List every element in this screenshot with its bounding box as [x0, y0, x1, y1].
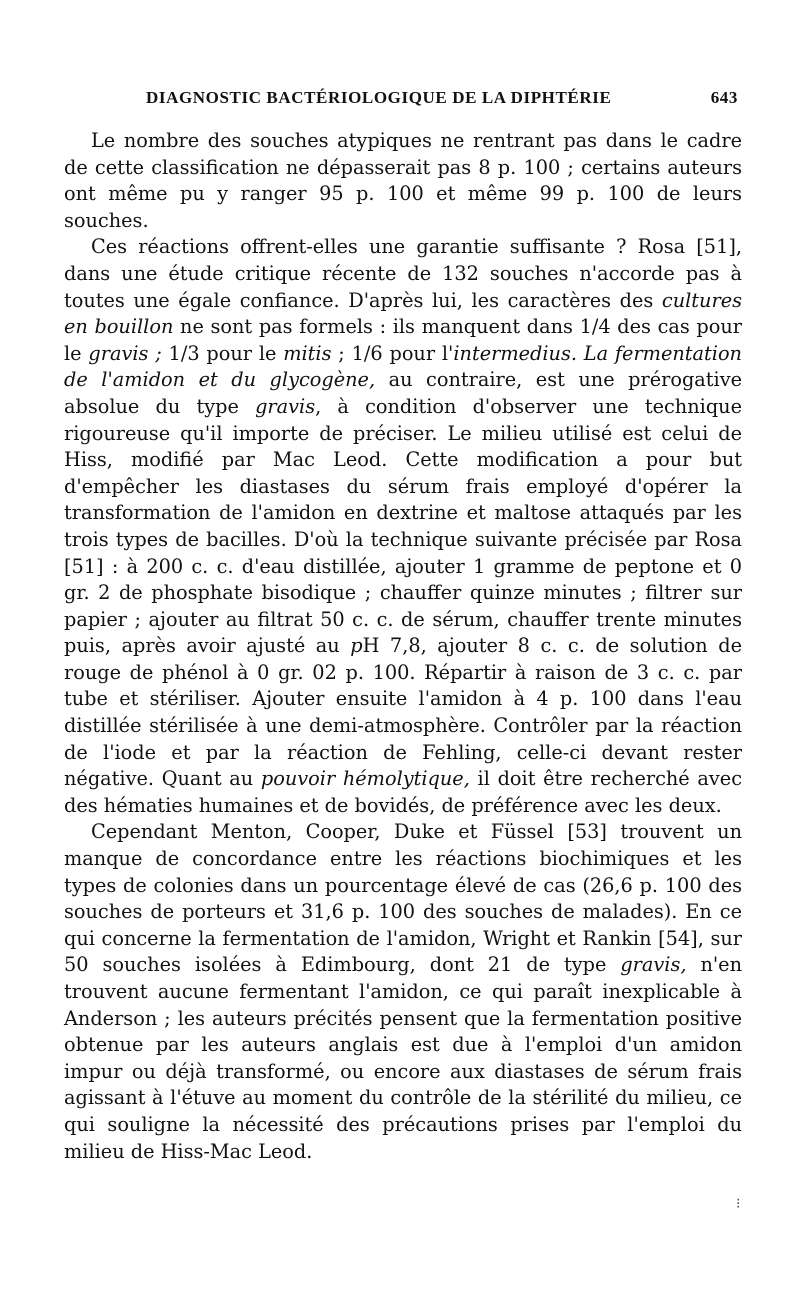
italic-run: mitis — [283, 341, 332, 365]
text-run: Cependant Menton, Cooper, Duke et Füssel [53] trouvent un manque de concordance entre les réactions biochimiques et les types de colonies dans un pourcentage élevé de cas (26,6 p. 100 des souches de porteurs et 31,6 p. 100 des souches de malades). En ce qui concerne la fermentation de l'amidon, Wright et Rankin [54], sur 50 souches isolées à Edimbourg, dont 21 de type — [64, 820, 742, 977]
italic-run: pouvoir hémolytique, — [260, 767, 470, 791]
italic-run: intermedius. La fermentation de l'amidon et du glycogène, — [64, 341, 742, 392]
text-run: ; 1/6 pour l' — [331, 341, 454, 365]
italic-run: gravis — [255, 394, 316, 418]
paragraph-3 — [64, 819, 742, 1165]
text-run: Ces réactions offrent-elles une garantie suffisante ? Rosa [51], dans une étude critique récente de 132 souches n'accorde pas à toutes une égale confiance. D'après lui, les caractères des — [64, 235, 742, 312]
paragraph-2 — [64, 234, 742, 819]
text-run: n'en trouvent aucune fermentant l'amidon, ce qui paraît inexplicable à Anderson ; les auteurs précités pensent que la fermentation positive obtenue par les auteurs anglais est due à l'emploi d'un amidon impur ou déjà transformé, ou encore aux diastases de sérum frais agissant à l'étuve au moment du contrôle de la stérilité du milieu, ce qui souligne la nécessité des précautions prises par l'emploi du milieu de Hiss-Mac Leod. — [64, 953, 742, 1163]
italic-run: gravis ; — [88, 341, 162, 365]
running-header — [146, 88, 738, 112]
running-title: DIAGNOSTIC BACTÉRIOLOGIQUE DE LA DIPHTÉRIE — [146, 88, 612, 107]
text-run: 1/3 pour le — [161, 341, 284, 365]
text-run: ne sont pas formels : ils manquent dans 1/4 des cas pour le — [64, 315, 742, 365]
text-run: , à condition d'observer une technique rigoureuse qu'il importe de préciser. Le milieu utilisé est celui de Hiss, modifié par Mac Leod. Cette modification a pour but d'empêcher les diastases du sérum frais employé d'opérer la transformation de l'amidon en dextrine et maltose attaqués par les trois types de bacilles. D'où la technique suivante précisée par Rosa [51] : à 200 c. c. d'eau distillée, ajouter 1 gramme de peptone et 0 gr. 2 de phosphate bisodique ; chauffer quinze minutes ; filtrer sur papier ; ajouter au filtrat 50 c. c. de sérum, chauffer trente minutes puis, après avoir ajusté au — [64, 394, 742, 658]
text-run: Le nombre des souches atypiques ne rentrant pas dans le cadre de cette classification ne dépasserait pas 8 p. 100 ; certains auteurs ont même pu y ranger 95 p. 100 et même 99 p. 100 de leurs souches. — [64, 129, 742, 232]
text-run: au contraire, est une prérogative absolue du type — [64, 368, 742, 418]
paragraph-1 — [64, 128, 742, 234]
margin-mark: ⁝ — [736, 1196, 741, 1212]
text-run: H 7,8, ajouter 8 c. c. de solution de rouge de phénol à 0 gr. 02 p. 100. Répartir à raison de 3 c. c. par tube et stériliser. Ajouter ensuite l'amidon à 4 p. 100 dans l'eau distillée stérilisée à une demi-atmosphère. Contrôler par la réaction de l'iode et par la réaction de Fehling, celle-ci devant rester négative. Quant au — [64, 634, 742, 791]
italic-run: gravis, — [620, 953, 687, 977]
body-text — [64, 128, 742, 1165]
page-number: 643 — [710, 88, 738, 107]
text-run: il doit être recherché avec des hématies humaines et de bovidés, de préférence avec les deux. — [64, 767, 743, 817]
italic-run: cultures en bouillon — [64, 288, 742, 339]
italic-run: p — [350, 634, 363, 658]
